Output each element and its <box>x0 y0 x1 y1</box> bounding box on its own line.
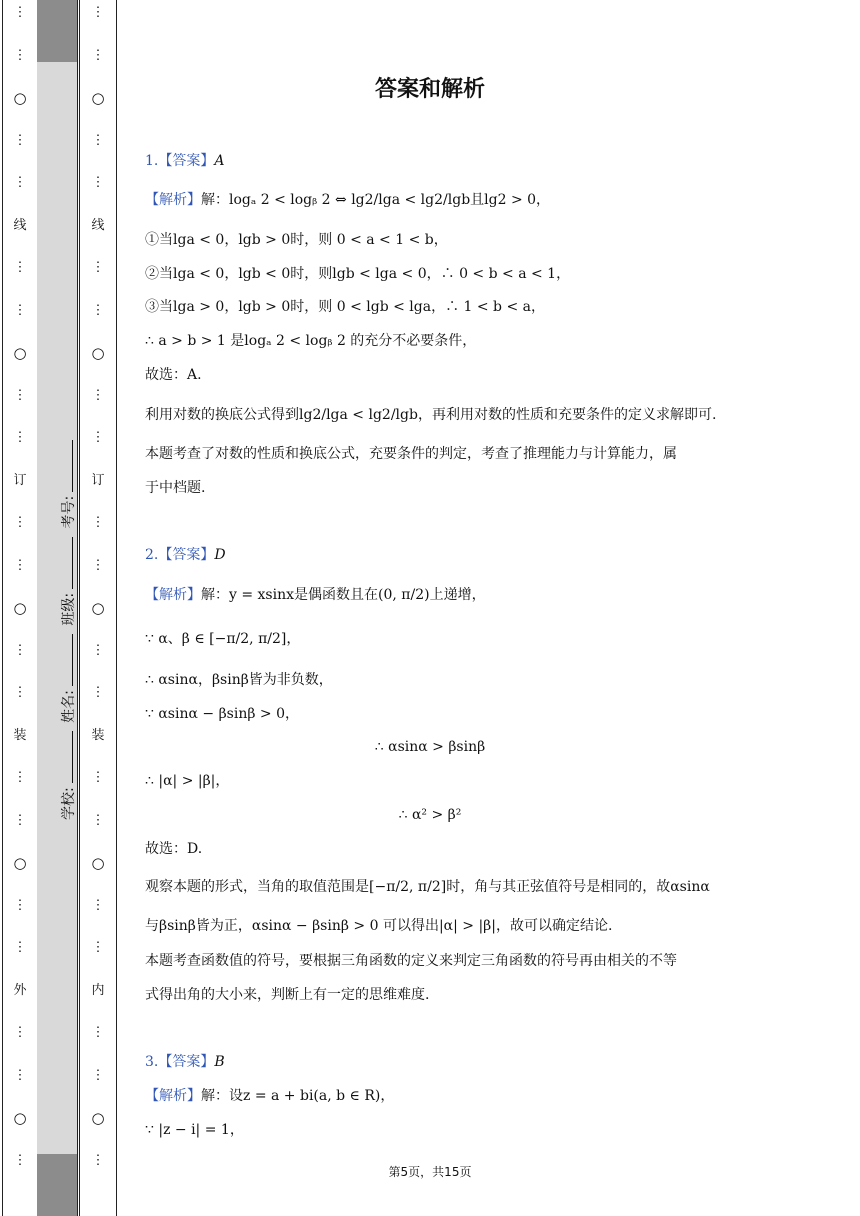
inner-binding-strip <box>79 0 117 1216</box>
outer-binding-mark: ○ <box>13 1109 27 1127</box>
q2-line-8: 故选：D. <box>145 841 203 857</box>
inner-binding-mark: ⋮ <box>91 812 105 828</box>
outer-binding-mark: ○ <box>13 854 27 872</box>
inner-binding-mark: ⋮ <box>91 1152 105 1168</box>
q2-line-9: 观察本题的形式，当角的取值范围是[−π/2, π/2]时，角与其正弦值符号是相同的，故αsinα <box>145 879 710 895</box>
outer-binding-mark: 线 <box>13 217 27 233</box>
q1-analysis-tag: 【解析】 <box>145 192 201 208</box>
outer-binding-mark: ○ <box>13 89 27 107</box>
inner-binding-mark: ⋮ <box>91 1025 105 1040</box>
q2-line-11: 本题考查函数值的符号，要根据三角函数的定义来判定三角函数的符号再由相关的不等 <box>145 953 677 969</box>
q2-text-1: 解：y = xsinx是偶函数且在(0, π/2)上递增， <box>201 587 486 603</box>
outer-binding-marks <box>3 0 37 1216</box>
outer-binding-mark: ⋮ <box>13 557 27 573</box>
q1-answer-tag: 【答案】 <box>158 153 215 169</box>
inner-binding-mark: ⋮ <box>91 1067 105 1083</box>
name-blank <box>72 634 73 686</box>
inner-binding-mark: ○ <box>91 1109 105 1127</box>
inner-binding-mark: ⋮ <box>91 132 105 148</box>
inner-binding-mark: ⋮ <box>91 47 105 63</box>
outer-binding-mark: ⋮ <box>13 1025 27 1040</box>
q1-answer-line <box>145 152 715 170</box>
q2-answer-line <box>145 546 715 564</box>
name-label: 姓名: <box>61 690 77 723</box>
outer-binding-mark: ⋮ <box>13 515 27 530</box>
page-title: 答案和解析 <box>374 77 485 102</box>
inner-binding-mark: ⋮ <box>91 940 105 955</box>
class-blank <box>72 537 73 589</box>
outer-binding-mark: ⋮ <box>13 1152 27 1168</box>
q1-text-1: 解：logₐ 2 < logᵦ 2 ⇔ lg2/lga < lg2/lgb且lg2 > 0， <box>201 192 551 208</box>
inner-binding-mark: 线 <box>91 217 105 233</box>
q3-answer-line <box>145 1053 715 1071</box>
q1-line-7: 利用对数的换底公式得到lg2/lga < lg2/lgb，再利用对数的性质和充要条件的定义求解即可. <box>145 407 717 423</box>
q1-line-3: ②当lga < 0，lgb < 0时，则lgb < lga < 0，∴ 0 < b < a < 1， <box>145 266 571 282</box>
q1-line-6: 故选：A. <box>145 367 202 383</box>
inner-binding-mark: ⋮ <box>91 302 105 318</box>
outer-binding-mark: ⋮ <box>13 642 27 658</box>
outer-binding-mark: ○ <box>13 599 27 617</box>
outer-binding-mark: ⋮ <box>13 770 27 785</box>
inner-binding-mark: ⋮ <box>91 685 105 700</box>
outer-binding-mark: ○ <box>13 344 27 362</box>
inner-binding-mark: ⋮ <box>91 5 105 20</box>
q2-line-6: ∴ |α| > |β|， <box>145 773 230 789</box>
q1-number: 1. <box>145 153 159 169</box>
q2-line-7: ∴ α² > β² <box>398 807 462 823</box>
outer-binding-mark: ⋮ <box>13 1067 27 1083</box>
q1-line-1 <box>145 191 715 209</box>
q2-number: 2. <box>145 547 159 563</box>
outer-binding-mark: ⋮ <box>13 430 27 445</box>
q3-number: 3. <box>145 1054 159 1070</box>
inner-binding-mark: ○ <box>91 854 105 872</box>
strip-cap-top <box>37 0 77 62</box>
student-info-fields <box>42 400 77 820</box>
outer-binding-mark: ⋮ <box>13 685 27 700</box>
inner-binding-mark: 装 <box>91 727 105 743</box>
q1-line-5: ∴ a > b > 1 是logₐ 2 < logᵦ 2 的充分不必要条件， <box>145 333 477 349</box>
q2-answer-tag: 【答案】 <box>158 547 215 563</box>
outer-binding-mark: ⋮ <box>13 5 27 20</box>
outer-binding-mark: 外 <box>13 982 27 998</box>
outer-binding-mark: 订 <box>13 472 27 488</box>
inner-binding-mark: ⋮ <box>91 430 105 445</box>
outer-binding-mark: ⋮ <box>13 387 27 403</box>
inner-binding-mark: ⋮ <box>91 557 105 573</box>
q2-line-10: 与βsinβ皆为正，αsinα − βsinβ > 0 可以得出|α| > |β|，故可以确定结论. <box>145 918 613 934</box>
q2-answer: D <box>214 547 226 563</box>
q2-line-5: ∴ αsinα > βsinβ <box>374 739 486 755</box>
q3-line-2: ∵ |z − i| = 1， <box>145 1122 244 1138</box>
page-footer: 第5页，共15页 <box>388 1165 472 1179</box>
q3-answer-tag: 【答案】 <box>158 1054 215 1070</box>
outer-binding-mark: ⋮ <box>13 812 27 828</box>
q3-answer: B <box>214 1054 225 1070</box>
inner-binding-mark: 订 <box>91 472 105 488</box>
q2-line-2: ∵ α、β ∈ [−π/2, π/2]， <box>145 631 301 647</box>
school-label: 学校: <box>61 787 77 820</box>
inner-binding-mark: ⋮ <box>91 387 105 403</box>
outer-binding-mark: ⋮ <box>13 260 27 275</box>
q1-line-8: 本题考查了对数的性质和换底公式，充要条件的判定，考查了推理能力与计算能力，属 <box>145 446 677 462</box>
q1-answer: A <box>214 153 225 169</box>
q2-line-1 <box>145 586 715 604</box>
inner-binding-mark: ⋮ <box>91 642 105 658</box>
outer-binding-mark: ⋮ <box>13 940 27 955</box>
inner-binding-mark: ⋮ <box>91 897 105 913</box>
outer-binding-mark: ⋮ <box>13 175 27 190</box>
inner-binding-mark: ○ <box>91 89 105 107</box>
school-blank <box>72 731 73 783</box>
q2-analysis-tag: 【解析】 <box>145 587 201 603</box>
q2-line-3: ∴ αsinα，βsinβ皆为非负数， <box>145 672 333 688</box>
id-label: 考号: <box>61 495 77 529</box>
inner-binding-marks <box>80 0 116 1216</box>
inner-binding-mark: ⋮ <box>91 175 105 190</box>
q1-line-9: 于中档题. <box>145 480 206 496</box>
outer-binding-mark: ⋮ <box>13 47 27 63</box>
inner-binding-mark: 内 <box>91 982 105 998</box>
outer-binding-mark: ⋮ <box>13 132 27 148</box>
inner-binding-mark: ⋮ <box>91 260 105 275</box>
id-blank <box>72 440 73 492</box>
q3-text-1: 解：设z = a + bi(a, b ∈ R)， <box>201 1088 395 1104</box>
q2-line-12: 式得出角的大小来，判断上有一定的思维难度. <box>145 987 430 1003</box>
q1-line-4: ③当lga > 0，lgb > 0时，则 0 < lgb < lga，∴ 1 < b < a， <box>145 299 545 315</box>
q1-line-2: ①当lga < 0，lgb > 0时，则 0 < a < 1 < b， <box>145 232 448 248</box>
q3-analysis-tag: 【解析】 <box>145 1088 201 1104</box>
q3-line-1 <box>145 1087 715 1105</box>
outer-binding-mark: ⋮ <box>13 897 27 913</box>
inner-binding-mark: ⋮ <box>91 515 105 530</box>
q2-line-4: ∵ αsinα − βsinβ > 0， <box>145 706 299 722</box>
class-label: 班级: <box>61 592 77 626</box>
inner-binding-mark: ○ <box>91 599 105 617</box>
inner-binding-mark: ⋮ <box>91 770 105 785</box>
outer-binding-mark: 装 <box>13 727 27 743</box>
outer-binding-strip <box>2 0 38 1216</box>
inner-binding-mark: ○ <box>91 344 105 362</box>
outer-binding-mark: ⋮ <box>13 302 27 318</box>
